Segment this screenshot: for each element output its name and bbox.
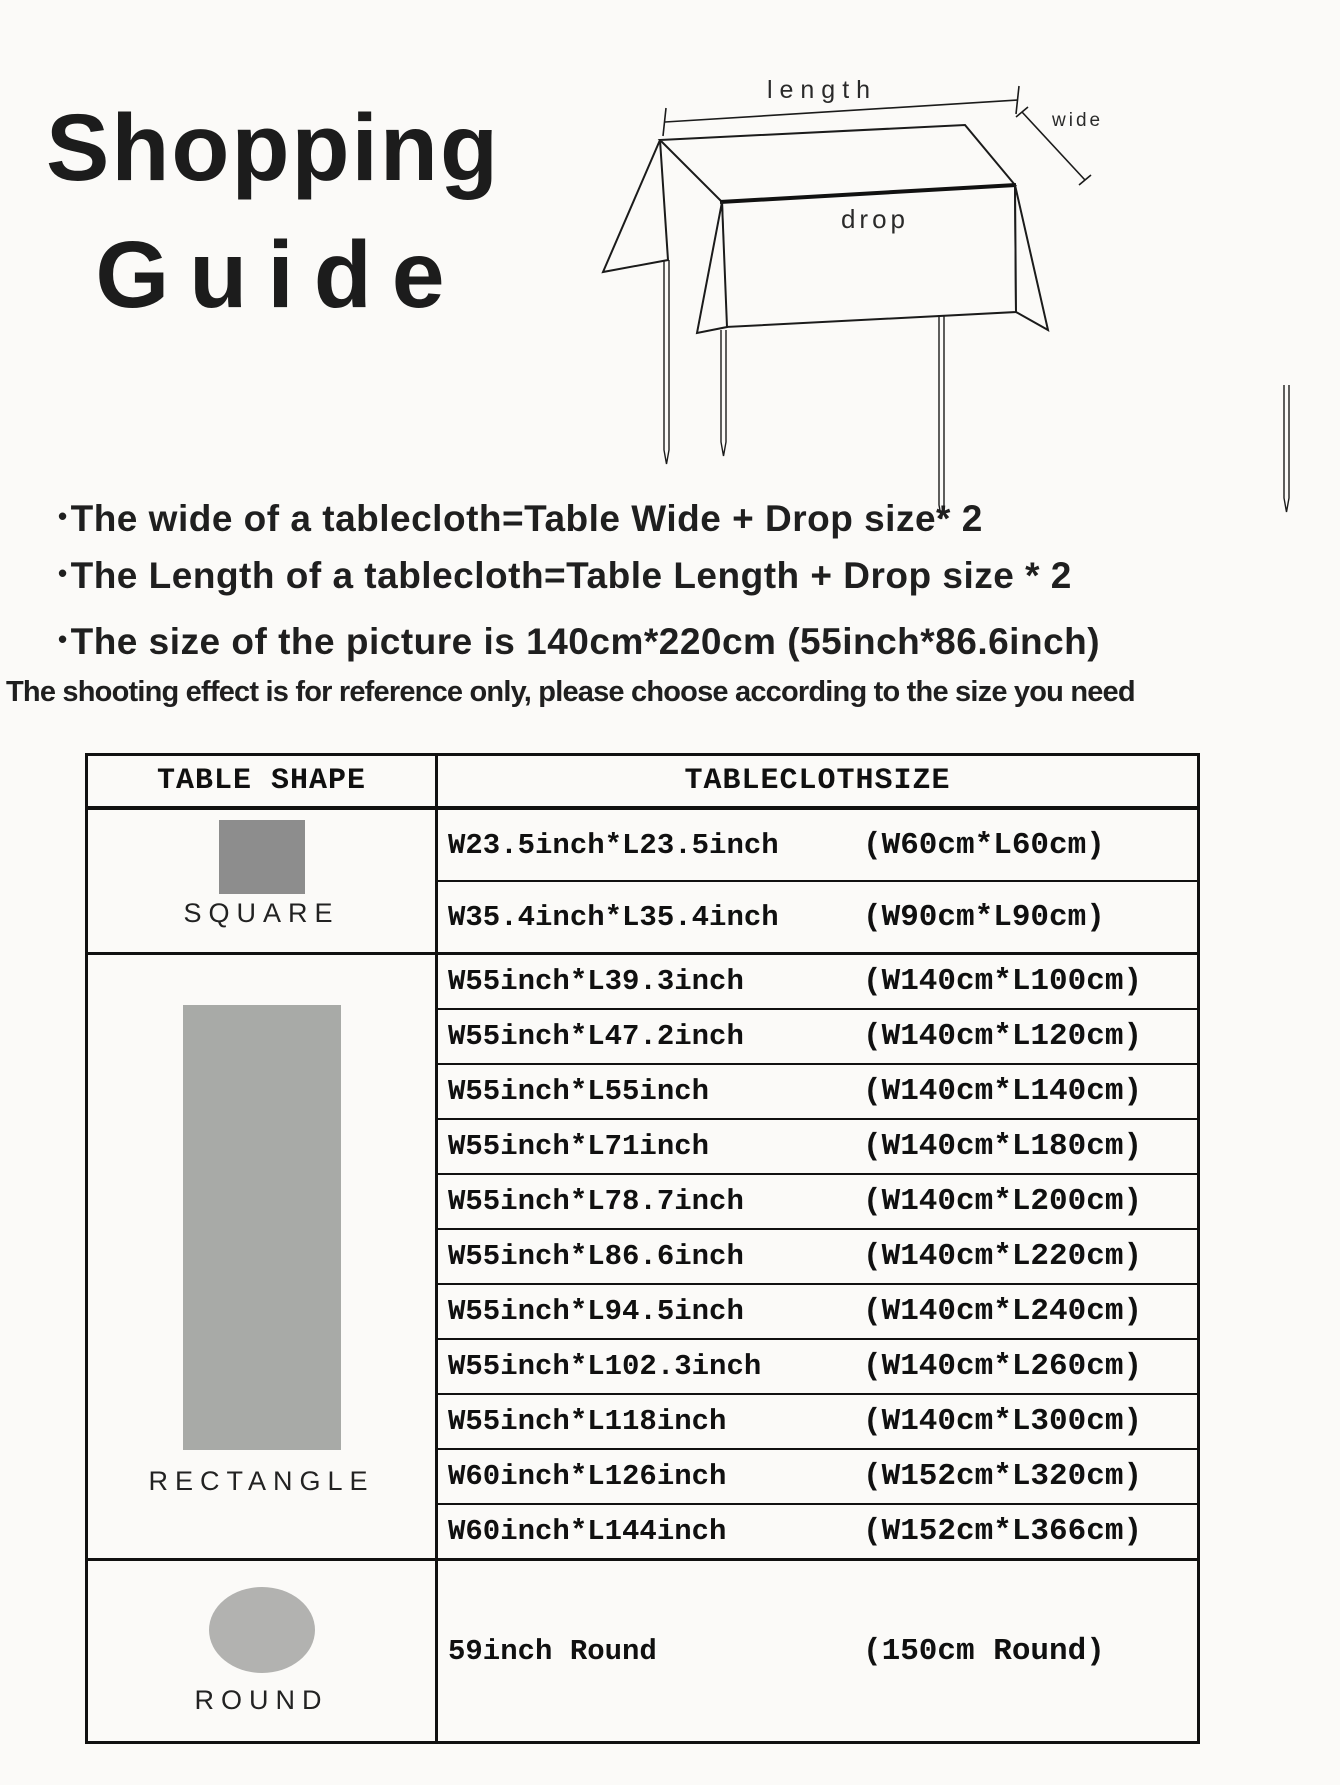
- size-inch: 59inch Round: [448, 1634, 657, 1668]
- rows-round: [438, 1561, 1197, 1741]
- shape-label-rectangle: RECTANGLE: [148, 1466, 375, 1496]
- page-title: [38, 96, 508, 327]
- section-square: [88, 810, 1197, 955]
- table-row: [438, 1230, 1197, 1285]
- size-inch: W60inch*L144inch: [448, 1515, 727, 1548]
- table-row: [438, 1065, 1197, 1120]
- bullet-icon: •: [58, 558, 68, 588]
- table-row: [438, 1450, 1197, 1505]
- size-inch: W55inch*L86.6inch: [448, 1240, 744, 1273]
- bullet-icon: •: [58, 501, 68, 531]
- rectangle-swatch-icon: [183, 1005, 341, 1450]
- table-row: [438, 1340, 1197, 1395]
- size-cm: (150cm Round): [863, 1633, 1105, 1669]
- note-line-wide-formula: [58, 498, 983, 540]
- table-leg-front-left: [721, 330, 726, 456]
- reference-disclaimer: The shooting effect is for reference only, please choose according to the size you need: [6, 676, 1135, 708]
- size-cm: (W140cm*L240cm): [863, 1294, 1143, 1329]
- size-inch: W55inch*L55inch: [448, 1075, 710, 1108]
- table-leg-front-right: [1284, 385, 1289, 512]
- left-front-flap: [697, 202, 727, 333]
- size-cm: (W152cm*L320cm): [863, 1459, 1143, 1494]
- size-table-header-row: [88, 756, 1197, 810]
- note-text-wide-formula: The wide of a tablecloth=Table Wide + Drop size* 2: [70, 498, 983, 539]
- size-table: [85, 753, 1200, 1744]
- size-inch: W60inch*L126inch: [448, 1460, 727, 1493]
- title-line-1: Shopping: [46, 95, 500, 201]
- size-cm: (W152cm*L366cm): [863, 1514, 1143, 1549]
- table-row: [438, 810, 1197, 882]
- table-row: [438, 1175, 1197, 1230]
- size-inch: W55inch*L47.2inch: [448, 1020, 744, 1053]
- table-row: [438, 1395, 1197, 1450]
- shape-label-square: SQUARE: [183, 898, 340, 928]
- size-inch: W55inch*L118inch: [448, 1405, 727, 1438]
- table-row: [438, 1120, 1197, 1175]
- title-line-2: Guide: [95, 221, 465, 328]
- square-swatch-icon: [219, 820, 305, 894]
- bullet-icon: •: [58, 624, 68, 654]
- rows-rectangle: [438, 955, 1197, 1558]
- size-cm: (W140cm*L220cm): [863, 1239, 1143, 1274]
- table-row: [438, 1505, 1197, 1558]
- shape-cell-square: [88, 810, 438, 952]
- size-inch: W23.5inch*L23.5inch: [448, 828, 779, 862]
- shape-cell-round: [88, 1561, 438, 1741]
- table-row: [438, 1010, 1197, 1065]
- shape-cell-rectangle: [88, 955, 438, 1558]
- table-leg-back-left: [664, 260, 669, 464]
- table-leg-back-right: [939, 315, 944, 519]
- note-text-picture-size: The size of the picture is 140cm*220cm (55inch*86.6inch): [70, 621, 1101, 662]
- size-inch: W55inch*L39.3inch: [448, 965, 744, 998]
- size-inch: W55inch*L78.7inch: [448, 1185, 744, 1218]
- rows-square: [438, 810, 1197, 952]
- left-back-flap: [603, 140, 668, 272]
- shape-label-round: ROUND: [194, 1685, 329, 1715]
- size-inch: W55inch*L94.5inch: [448, 1295, 744, 1328]
- header-table-shape: TABLE SHAPE: [88, 756, 438, 806]
- right-flap: [1015, 185, 1048, 330]
- drop-label: drop: [840, 204, 910, 234]
- size-cm: (W90cm*L90cm): [863, 899, 1105, 935]
- size-cm: (W140cm*L120cm): [863, 1019, 1143, 1054]
- table-row: [438, 882, 1197, 952]
- table-row: [438, 1561, 1197, 1741]
- header-tablecloth-size: TABLECLOTHSIZE: [684, 764, 951, 798]
- round-swatch-icon: [209, 1587, 315, 1673]
- size-inch: W55inch*L102.3inch: [448, 1350, 762, 1383]
- size-inch: W55inch*L71inch: [448, 1130, 710, 1163]
- table-row: [438, 1285, 1197, 1340]
- size-cm: (W140cm*L140cm): [863, 1074, 1143, 1109]
- size-cm: (W140cm*L260cm): [863, 1349, 1143, 1384]
- note-line-picture-size: [58, 621, 1100, 663]
- section-round: [88, 1561, 1197, 1741]
- note-text-length-formula: The Length of a tablecloth=Table Length + Drop size * 2: [70, 555, 1072, 596]
- size-cm: (W140cm*L300cm): [863, 1404, 1143, 1439]
- size-cm: (W140cm*L100cm): [863, 964, 1143, 999]
- table-row: [438, 955, 1197, 1010]
- length-label: length: [766, 76, 878, 104]
- section-rectangle: [88, 955, 1197, 1561]
- size-cm: (W60cm*L60cm): [863, 827, 1105, 863]
- wide-label: wide: [1052, 110, 1104, 131]
- note-line-length-formula: [58, 555, 1072, 597]
- size-cm: (W140cm*L180cm): [863, 1129, 1143, 1164]
- size-cm: (W140cm*L200cm): [863, 1184, 1143, 1219]
- size-inch: W35.4inch*L35.4inch: [448, 900, 779, 934]
